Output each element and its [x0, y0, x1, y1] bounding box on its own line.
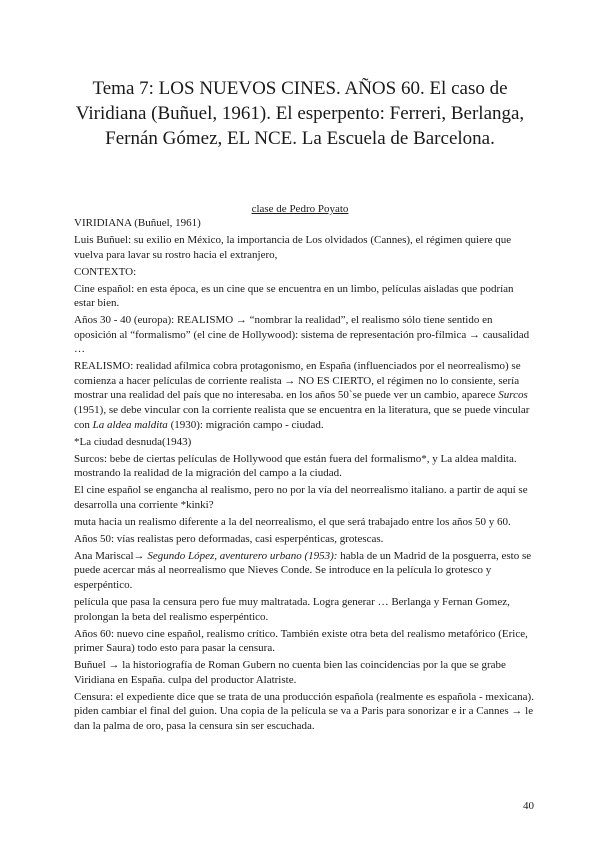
paragraph: película que pasa la censura pero fue muy maltratada. Logra generar … Berlanga y Fernan Gomez, prolongan la beta del realismo esperpéntico. — [74, 595, 510, 623]
lecture-credit: clase de Pedro Poyato — [251, 203, 349, 215]
page-number: 40 — [523, 800, 534, 812]
text-run: REALISMO: realidad afílmica cobra protagonismo, en España (influenciados por el neorrealismo) se comienza a hacer películas de corriente realista → NO ES CIERTO, el régimen no lo consiente, sería mostrar una realidad del país que no interesaba. en los años 50`se puede ver un cambio, aparece — [74, 360, 521, 402]
text-run: (1930): migración campo - ciudad. — [167, 418, 324, 431]
text-run: habla de un Madrid de la posguerra, esto se puede acercar más al neorrealismo que Nieves Conde. Se introduce en la película lo grotesco y esperpéntico. — [74, 549, 532, 591]
paragraph — [74, 359, 534, 432]
page-title: Tema 7: LOS NUEVOS CINES. AÑOS 60. El caso de Viridiana (Buñuel, 1961). El esperpento: Ferreri, Berlanga, Fernán Gómez, EL NCE. La Escuela de Barcelona. — [75, 78, 525, 149]
paragraph: Censura: el expediente dice que se trata de una producción española (realmente es española - mexicana). piden cambiar el final del guion. Una copia de la película se va a Paris para sonorizar e ir a Cannes → le dan la palma de oro, pasa la censura sin ser escuchada. — [74, 690, 534, 732]
body-text — [74, 216, 534, 736]
paragraph: Años 50: vías realistas pero deformadas, casi esperpénticas, grotescas. — [74, 532, 384, 545]
text-run: (1951), se debe vincular con la corriente realista que se encuentra en la literatura, que se puede vincular con — [74, 404, 530, 431]
paragraph: VIRIDIANA (Buñuel, 1961) — [74, 217, 201, 229]
text-run: Ana Mariscal→ — [74, 549, 148, 562]
paragraph: *La ciudad desnuda(1943) — [74, 435, 192, 448]
paragraph: El cine español se engancha al realismo, pero no por la vía del neorrealismo italiano. a partir de aquí se desarrolla una corriente *kinki? — [74, 484, 528, 511]
film-title: La aldea maldita — [92, 418, 168, 431]
paragraph: Años 60: nuevo cine español, realismo crítico. También existe otra beta del realismo metafórico (Erice, primer Saura) todo esto para pasar la censura. — [74, 627, 528, 655]
film-title: Surcos — [498, 389, 528, 402]
paragraph: Buñuel → la historiografía de Roman Gubern no cuenta bien las coincidencias por la que se grabe Viridiana en España. culpa del productor Alatriste. — [74, 659, 506, 686]
paragraph: CONTEXTO: — [74, 265, 137, 278]
paragraph — [74, 549, 534, 593]
paragraph: Años 30 - 40 (europa): REALISMO → “nombrar la realidad”, el realismo sólo tiene sentido en oposición al “formalismo” (el cine de Hollywood): sistema de representación pro-fílmica → causalidad … — [74, 314, 530, 356]
paragraph: Luis Buñuel: su exilio en México, la importancia de Los olvidados (Cannes), el régimen quiere que vuelva para lavar su rostro hacia el extranjero, — [74, 233, 512, 261]
paragraph: Surcos: bebe de ciertas películas de Hollywood que están fuera del formalismo*, y La aldea maldita. mostrando la realidad de la migración del campo a la ciudad. — [74, 452, 517, 480]
paragraph: muta hacia un realismo diferente a la del neorrealismo, el que será trabajado entre los años 50 y 60. — [74, 515, 511, 528]
paragraph: Cine español: en esta época, es un cine que se encuentra en un limbo, películas aisladas que podrían estar bien. — [74, 282, 514, 310]
film-title: Segundo López, aventurero urbano (1953): — [147, 549, 338, 562]
